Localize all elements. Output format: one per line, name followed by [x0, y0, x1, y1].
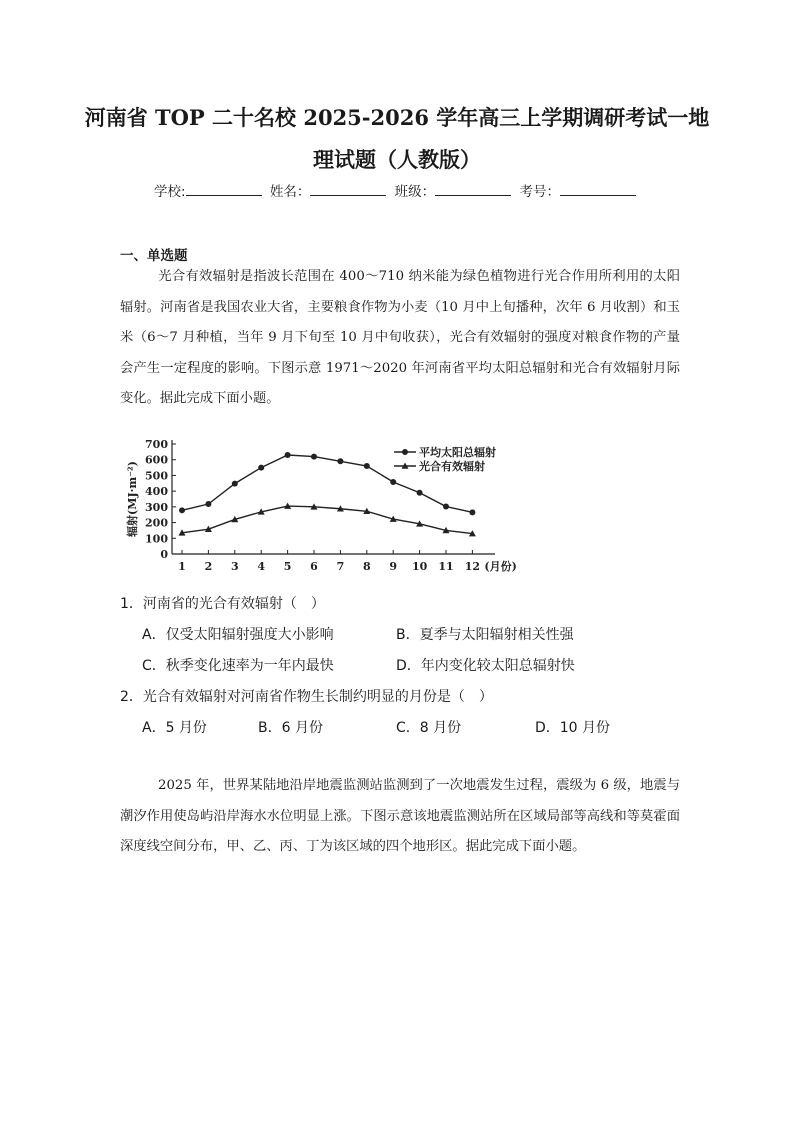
y-tick-label: 600	[145, 453, 168, 467]
school-blank[interactable]	[186, 183, 262, 196]
q2-option-c[interactable]: C．8 月份	[396, 720, 462, 736]
x-tick-label: 12	[464, 560, 481, 573]
passage-2	[120, 771, 680, 863]
x-tick-label: 11	[438, 560, 454, 573]
q1-option-c[interactable]: C．秋季变化速率为一年内最快	[142, 658, 334, 674]
q1-option-a[interactable]: A．仅受太阳辐射强度大小影响	[142, 627, 334, 643]
number-label: 考号：	[519, 184, 560, 200]
x-tick-label: 2	[204, 560, 213, 573]
series-1-point	[337, 458, 343, 464]
series-1-point	[205, 501, 211, 507]
school-label: 学校:	[154, 184, 186, 200]
number-blank[interactable]	[560, 183, 636, 196]
series-1-point	[417, 490, 423, 496]
class-blank[interactable]	[435, 183, 511, 196]
q2-option-d[interactable]: D．10 月份	[535, 720, 611, 736]
student-info-row	[0, 180, 794, 200]
series-1-point	[285, 452, 291, 458]
series-1-point	[258, 465, 264, 471]
question-1-stem: 1．河南省的光合有效辐射（ ）	[120, 596, 325, 612]
y-tick-label: 200	[145, 516, 168, 530]
class-label: 班级：	[394, 184, 436, 200]
passage-1-text: 光合有效辐射是指波长范围在 400～710 纳米能为绿色植物进行光合作用所利用的太阳辐射。河南省是我国农业大省，主要粮食作物为小麦（10 月中上旬播种，次年 6 月收割）和玉米（6～7 月种植，当年 9 月下旬至 10 月中旬收获），光合有效辐射的强度对粮食作物的产量会产生一定程度的影响。下图示意 1971～2020 年河南省平均太阳总辐射和光合有效辐射月际变化。据此完成下面小题。	[120, 269, 680, 406]
q1-option-b[interactable]: B．夏季与太阳辐射相关性强	[396, 627, 574, 643]
x-tick-label: 3	[230, 560, 239, 573]
series-1-point	[390, 479, 396, 485]
series-1-point	[232, 481, 238, 487]
section-heading: 一、单选题	[120, 248, 188, 264]
title-line-1: 河南省 TOP 二十名校 2025-2026 学年高三上学期调研考试一地	[84, 105, 710, 130]
x-axis-label: (月份)	[484, 560, 517, 573]
y-tick-label: 400	[145, 485, 168, 499]
passage-2-text: 2025 年，世界某陆地沿岸地震监测站监测到了一次地震发生过程，震级为 6 级，地震与潮汐作用使岛屿沿岸海水水位明显上涨。下图示意该地震监测站所在区域局部等高线和等莫霍面深度线空间分布，甲、乙、丙、丁为该区域的四个地形区。据此完成下面小题。	[120, 778, 680, 854]
series-1-point	[443, 504, 449, 510]
series-line-2	[182, 506, 472, 534]
x-tick-label: 5	[283, 560, 292, 573]
q2-option-b[interactable]: B．6 月份	[258, 720, 323, 736]
y-tick-label: 100	[145, 532, 168, 546]
name-label: 姓名：	[269, 184, 311, 200]
question-2-stem: 2．光合有效辐射对河南省作物生长制约明显的月份是（ ）	[120, 689, 493, 705]
legend-label: 光合有效辐射	[419, 460, 485, 473]
y-tick-label: 300	[145, 500, 168, 514]
x-tick-label: 9	[389, 560, 398, 573]
q1-option-d[interactable]: D．年内变化较太阳总辐射快	[396, 658, 575, 674]
y-axis-label: 辐射(MJ·m⁻²)	[126, 461, 139, 537]
series-1-point	[311, 454, 317, 460]
x-tick-label: 8	[362, 560, 371, 573]
y-tick-label: 700	[145, 438, 168, 451]
legend-marker	[402, 449, 408, 455]
series-1-point	[179, 507, 185, 513]
q2-option-a[interactable]: A．5 月份	[142, 720, 207, 736]
legend-label: 平均太阳总辐射	[419, 446, 496, 459]
name-blank[interactable]	[310, 183, 386, 196]
x-tick-label: 1	[178, 560, 186, 573]
x-tick-label: 4	[257, 560, 266, 573]
series-1-point	[364, 463, 370, 469]
radiation-chart	[110, 432, 530, 582]
y-tick-label: 500	[145, 469, 168, 483]
passage-1	[120, 262, 680, 415]
title-line-2: 理试题（人教版）	[313, 147, 481, 172]
series-1-point	[469, 509, 475, 515]
x-tick-label: 10	[411, 560, 428, 573]
y-tick-label: 0	[160, 548, 168, 561]
x-tick-label: 6	[310, 560, 318, 573]
x-tick-label: 7	[336, 560, 345, 573]
